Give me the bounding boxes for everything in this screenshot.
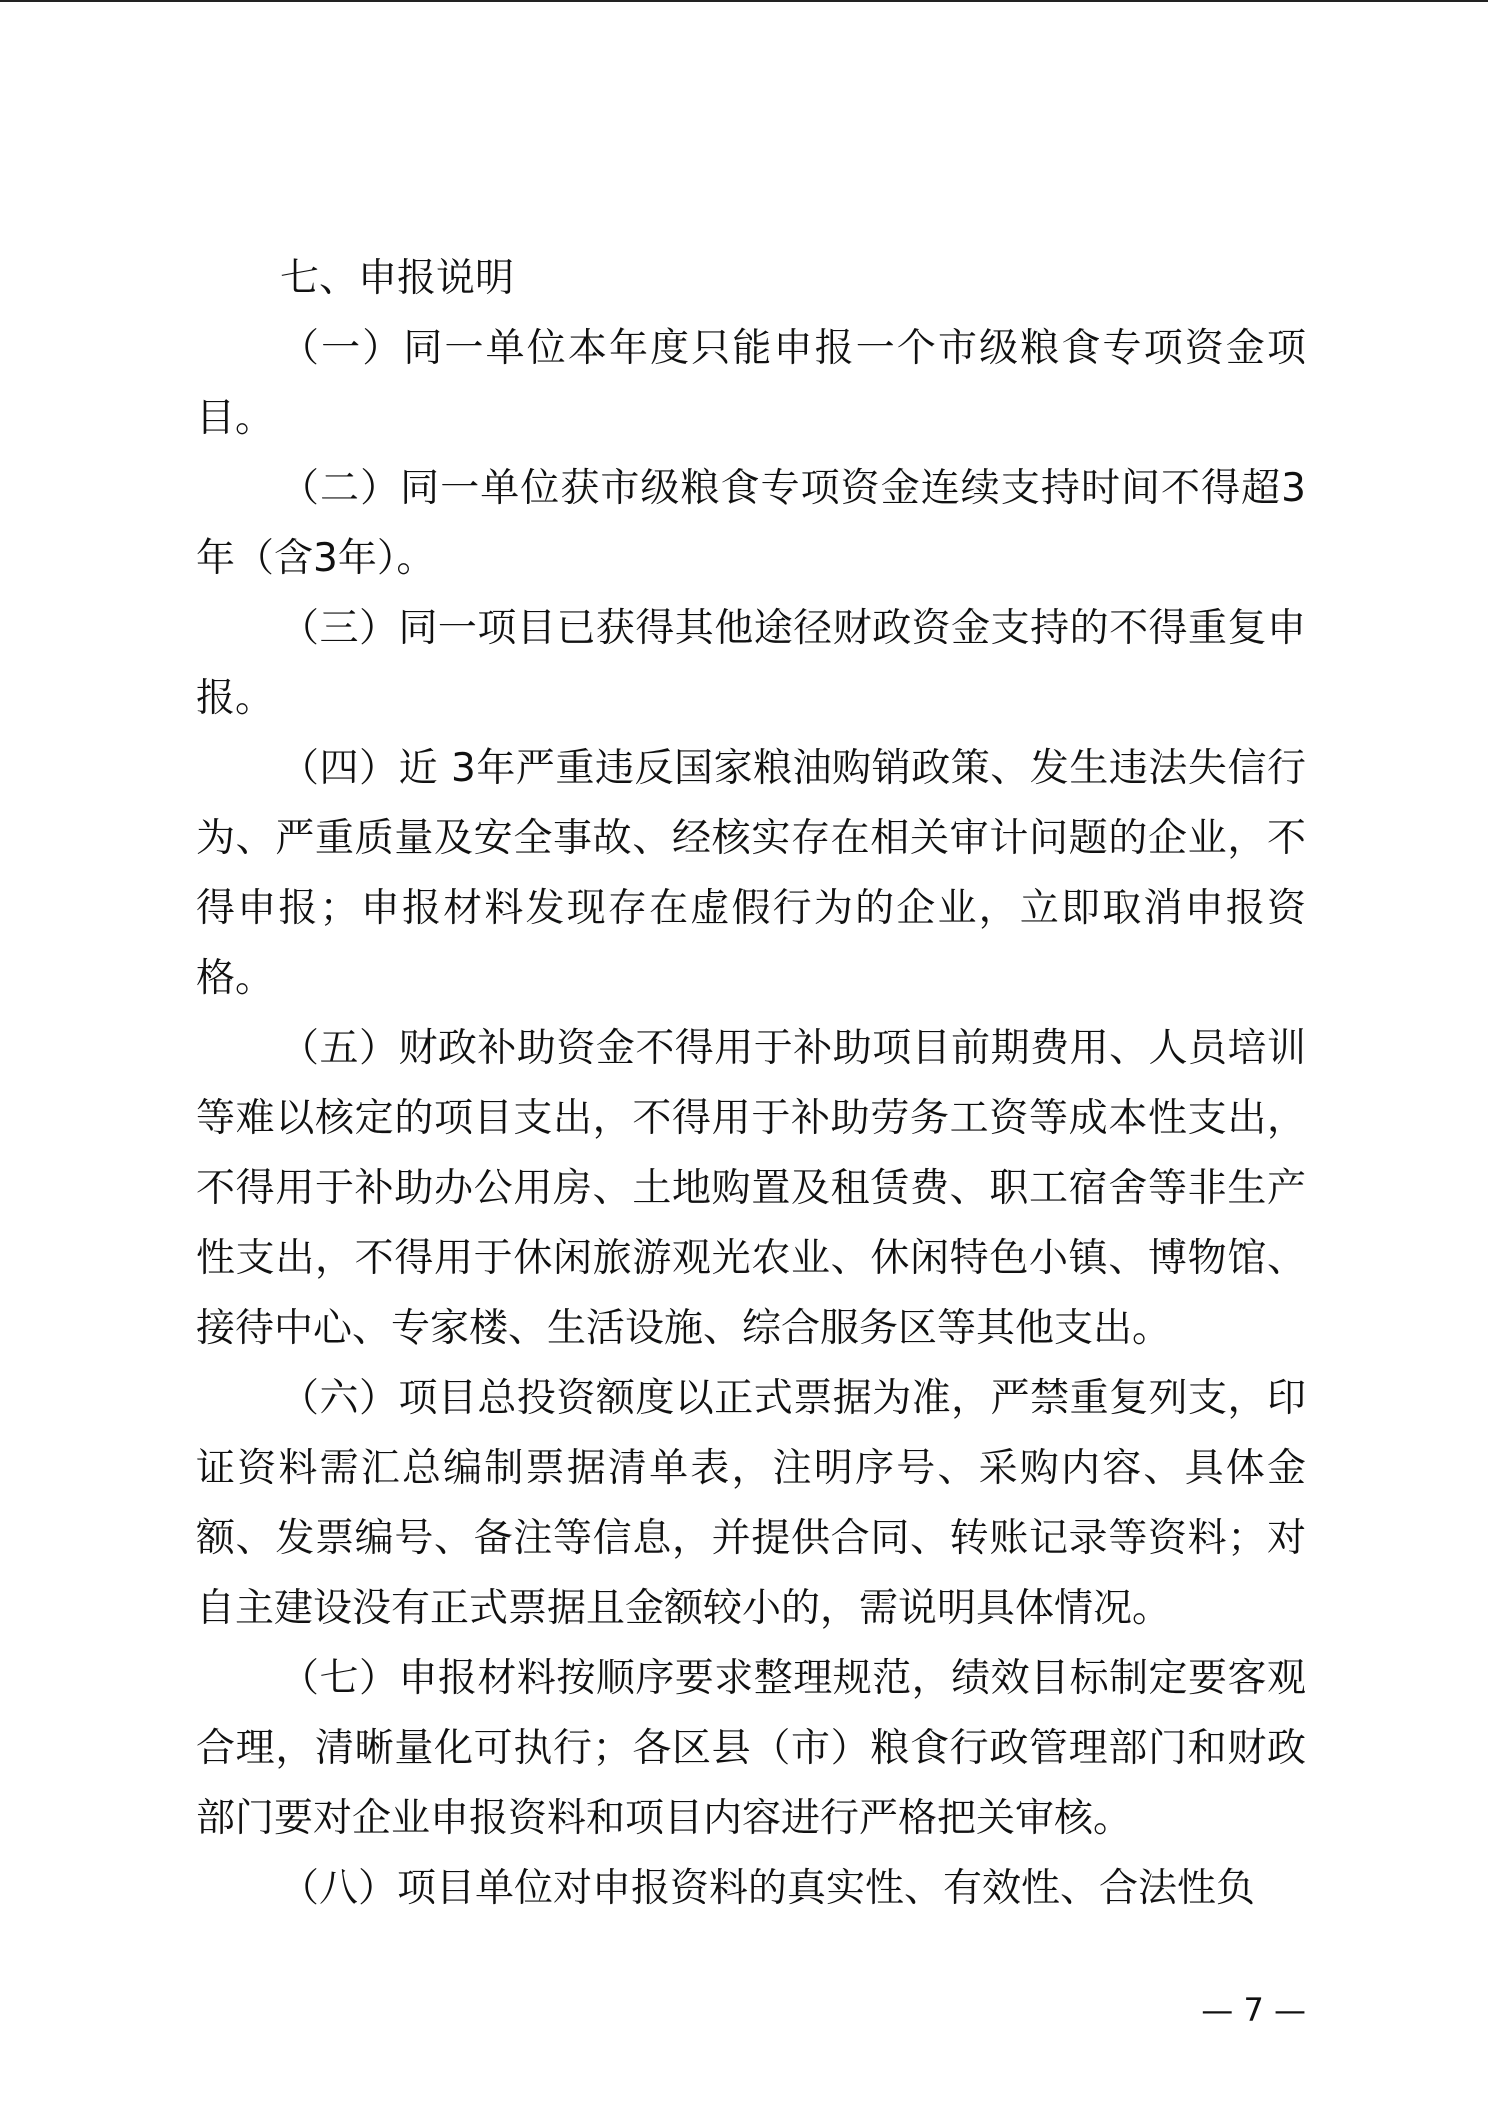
section-heading: 七、申报说明 bbox=[280, 256, 515, 301]
paragraph-7: （七）申报材料按顺序要求整理规范，绩效目标制定要客观合理，清晰量化可执行；各区县（市）粮食行政管理部门和财政部门要对企业申报资料和项目内容进行严格把关审核。 bbox=[196, 1656, 1306, 1841]
paragraph-6: （六）项目总投资额度以正式票据为准，严禁重复列支，印证资料需汇总编制票据清单表，注明序号、采购内容、具体金额、发票编号、备注等信息，并提供合同、转账记录等资料；对自主建设没有正式票据且金额较小的，需说明具体情况。 bbox=[196, 1376, 1306, 1631]
top-border-line bbox=[0, 0, 1488, 2]
paragraph-2: （二）同一单位获市级粮食专项资金连续支持时间不得超3年（含3年）。 bbox=[196, 466, 1306, 581]
paragraph-3: （三）同一项目已获得其他途径财政资金支持的不得重复申报。 bbox=[196, 606, 1306, 721]
paragraph-8: （八）项目单位对申报资料的真实性、有效性、合法性负 bbox=[280, 1866, 1256, 1911]
paragraph-5: （五）财政补助资金不得用于补助项目前期费用、人员培训等难以核定的项目支出，不得用于补助劳务工资等成本性支出，不得用于补助办公用房、土地购置及租赁费、职工宿舍等非生产性支出，不得用于休闲旅游观光农业、休闲特色小镇、博物馆、接待中心、专家楼、生活设施、综合服务区等其他支出。 bbox=[196, 1026, 1306, 1351]
document-body bbox=[196, 244, 1306, 1924]
page-number: — 7 — bbox=[1201, 1991, 1306, 2029]
paragraph-1: （一）同一单位本年度只能申报一个市级粮食专项资金项目。 bbox=[196, 326, 1306, 441]
paragraph-4: （四）近 3年严重违反国家粮油购销政策、发生违法失信行为、严重质量及安全事故、经核实存在相关审计问题的企业，不得申报；申报材料发现存在虚假行为的企业，立即取消申报资格。 bbox=[196, 746, 1306, 1001]
